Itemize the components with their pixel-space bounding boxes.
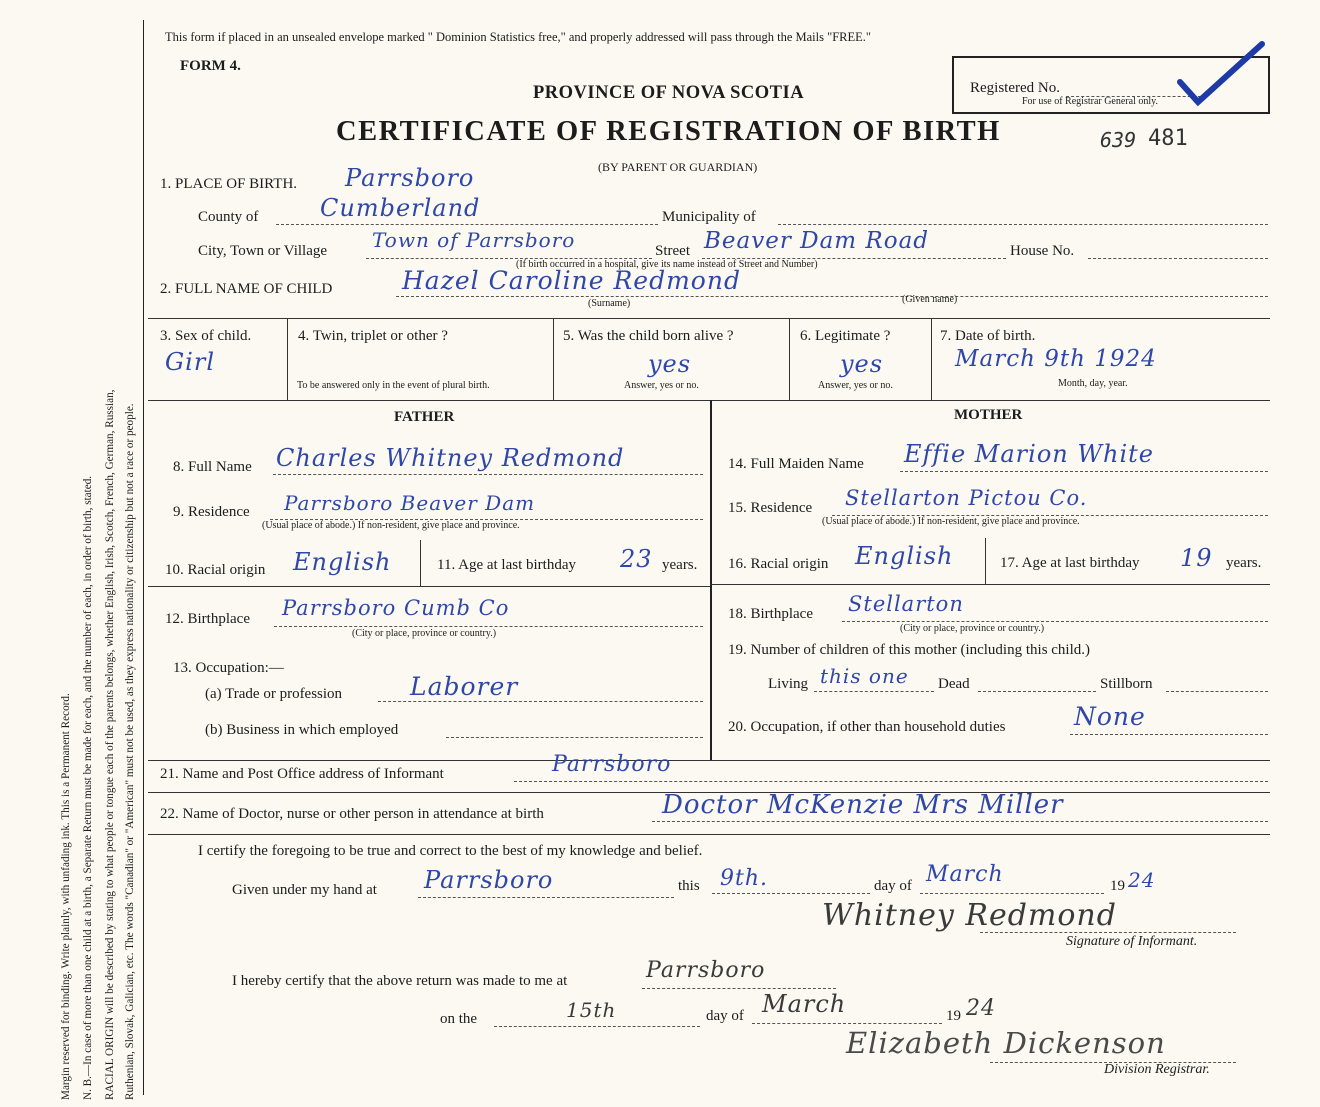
registrar-day-value: 15th — [566, 998, 617, 1022]
mother-residence-label: 15. Residence — [728, 500, 813, 516]
mother-race-value: English — [855, 542, 954, 570]
legitimate-label: 6. Legitimate ? — [800, 328, 891, 344]
page-subtitle: (BY PARENT OR GUARDIAN) — [598, 160, 758, 174]
city-label: City, Town or Village — [198, 243, 328, 259]
registrar-year-prefix: 19 — [946, 1008, 961, 1024]
given-day-of-label: day of — [874, 878, 912, 894]
mother-residence-value: Stellarton Pictou Co. — [845, 486, 1088, 510]
father-birthplace-value: Parrsboro Cumb Co — [282, 596, 510, 620]
father-heading: FATHER — [394, 409, 455, 425]
registrar-day-of-label: day of — [706, 1008, 744, 1024]
surname-note: (Surname) — [588, 298, 631, 309]
legitimate-value: yes — [840, 350, 884, 378]
father-residence-value: Parrsboro Beaver Dam — [284, 491, 536, 515]
children-count-label: 19. Number of children of this mother (including this child.) — [728, 642, 1091, 658]
checkmark-icon — [1170, 40, 1270, 110]
registered-label: Registered No. — [970, 80, 1060, 96]
legitimate-note: Answer, yes or no. — [818, 380, 893, 391]
street-label: Street — [655, 243, 690, 259]
mother-years-label: years. — [1226, 555, 1262, 571]
twin-label: 4. Twin, triplet or other ? — [298, 328, 448, 344]
mother-occupation-label: 20. Occupation, if other than household duties — [728, 719, 1006, 735]
registrar-on-the-label: on the — [440, 1011, 478, 1027]
binding-margin-line — [143, 20, 144, 1095]
registrar-month-value: March — [762, 990, 847, 1018]
margin-note-1: Margin reserved for binding. Write plainly, with unfading ink. This is a Permanent Record. — [60, 693, 72, 1100]
given-at-value: Parrsboro — [424, 866, 554, 894]
mother-heading: MOTHER — [954, 407, 1023, 423]
father-residence-label: 9. Residence — [173, 504, 250, 520]
child-name-label: 2. FULL NAME OF CHILD — [160, 281, 333, 297]
informant-signature: Whitney Redmond — [822, 898, 1117, 933]
registrar-place-value: Parrsboro — [646, 958, 766, 983]
alive-value: yes — [648, 350, 692, 378]
child-name-value: Hazel Caroline Redmond — [402, 266, 741, 295]
mother-race-label: 16. Racial origin — [728, 556, 829, 572]
father-birthplace-label: 12. Birthplace — [165, 611, 250, 627]
given-year-prefix: 19 — [1110, 878, 1125, 894]
father-birthplace-note: (City or place, province or country.) — [352, 628, 497, 639]
given-day-value: 9th. — [720, 866, 768, 891]
father-trade-label: (a) Trade or profession — [205, 686, 343, 702]
living-value: this one — [820, 664, 909, 688]
registrar-statement: I hereby certify that the above return was made to me at — [232, 973, 568, 989]
father-name-label: 8. Full Name — [173, 459, 252, 475]
alive-label: 5. Was the child born alive ? — [563, 328, 734, 344]
twin-note: To be answered only in the event of plural birth. — [297, 380, 490, 391]
dob-note: Month, day, year. — [1058, 378, 1128, 389]
county-label: County of — [198, 209, 259, 225]
hospital-note: (If birth occurred in a hospital, give its name instead of Street and Number) — [516, 259, 818, 270]
father-occupation-label: 13. Occupation:— — [173, 660, 284, 676]
certify-statement: I certify the foregoing to be true and correct to the best of my knowledge and belief. — [198, 843, 703, 859]
form-number: FORM 4. — [180, 58, 241, 74]
father-race-value: English — [293, 548, 392, 576]
place-of-birth-label: 1. PLACE OF BIRTH. — [160, 176, 298, 192]
handwritten-number: 639 — [1100, 128, 1137, 152]
mother-name-value: Effie Marion White — [904, 440, 1155, 468]
informant-value: Parrsboro — [552, 752, 672, 777]
county-value: Cumberland — [320, 194, 481, 222]
place-of-birth-value: Parrsboro — [345, 164, 475, 192]
municipality-label: Municipality of — [662, 209, 756, 225]
father-name-value: Charles Whitney Redmond — [276, 444, 625, 472]
registrar-signature: Elizabeth Dickenson — [846, 1026, 1166, 1060]
page-title: CERTIFICATE OF REGISTRATION OF BIRTH — [336, 116, 1001, 147]
sex-label: 3. Sex of child. — [160, 328, 252, 344]
mother-birthplace-note: (City or place, province or country.) — [900, 623, 1045, 634]
city-value: Town of Parrsboro — [372, 228, 576, 252]
father-trade-value: Laborer — [410, 672, 519, 701]
registrar-signature-label: Division Registrar. — [1104, 1062, 1210, 1077]
mother-residence-note: (Usual place of abode.) If non-resident, give place and province. — [822, 516, 1080, 527]
father-age-label: 11. Age at last birthday — [437, 557, 576, 573]
father-years-label: years. — [662, 557, 698, 573]
stillborn-label: Stillborn — [1100, 676, 1153, 692]
street-value: Beaver Dam Road — [704, 228, 930, 254]
this-label: this — [678, 878, 700, 894]
father-business-label: (b) Business in which employed — [205, 722, 399, 738]
sex-value: Girl — [165, 348, 215, 376]
dead-label: Dead — [938, 676, 970, 692]
mother-birthplace-value: Stellarton — [848, 592, 964, 616]
postage-note: This form if placed in an unsealed envelope marked " Dominion Statistics free," and properly addressed will pass through the Mails "FREE." — [165, 30, 872, 44]
mother-birthplace-label: 18. Birthplace — [728, 606, 813, 622]
given-at-label: Given under my hand at — [232, 882, 377, 898]
margin-note-4: Ruthenian, Slovak, Galician, etc. The words "Canadian" or "American" must not be used, as they express nationality or citizenship but not a race or people. — [124, 403, 136, 1100]
margin-note-3: RACIAL ORIGIN will be described by stating to what people or tongue each of the parents belongs, whether English, Irish, Scotch, French, German, Russian, — [104, 389, 116, 1100]
dob-label: 7. Date of birth. — [940, 328, 1036, 344]
registrar-year-value: 24 — [966, 996, 996, 1021]
alive-note: Answer, yes or no. — [624, 380, 699, 391]
registered-note: For use of Registrar General only. — [1022, 96, 1158, 107]
province-heading: PROVINCE OF NOVA SCOTIA — [533, 83, 805, 103]
father-age-value: 23 — [620, 545, 653, 573]
mother-age-value: 19 — [1180, 544, 1213, 572]
margin-note-2: N. B.—In case of more than one child at a birth, a Separate Return must be made for each, and the number of each, in order of birth, stated. — [82, 475, 94, 1100]
informant-signature-label: Signature of Informant. — [1066, 934, 1198, 949]
mother-name-label: 14. Full Maiden Name — [728, 456, 864, 472]
father-residence-note: (Usual place of abode.) If non-resident, give place and province. — [262, 520, 520, 531]
given-month-value: March — [926, 862, 1004, 887]
informant-label: 21. Name and Post Office address of Informant — [160, 766, 444, 782]
living-label: Living — [768, 676, 808, 692]
mother-occupation-value: None — [1074, 702, 1146, 731]
dob-value: March 9th 1924 — [955, 346, 1157, 372]
given-year-value: 24 — [1128, 868, 1156, 892]
mother-age-label: 17. Age at last birthday — [1000, 555, 1140, 571]
stamped-number: 481 — [1148, 126, 1188, 151]
father-race-label: 10. Racial origin — [165, 562, 266, 578]
doctor-value: Doctor McKenzie Mrs Miller — [662, 790, 1064, 820]
doctor-label: 22. Name of Doctor, nurse or other person in attendance at birth — [160, 806, 544, 822]
given-name-note: (Given name) — [902, 294, 958, 305]
house-label: House No. — [1010, 243, 1075, 259]
